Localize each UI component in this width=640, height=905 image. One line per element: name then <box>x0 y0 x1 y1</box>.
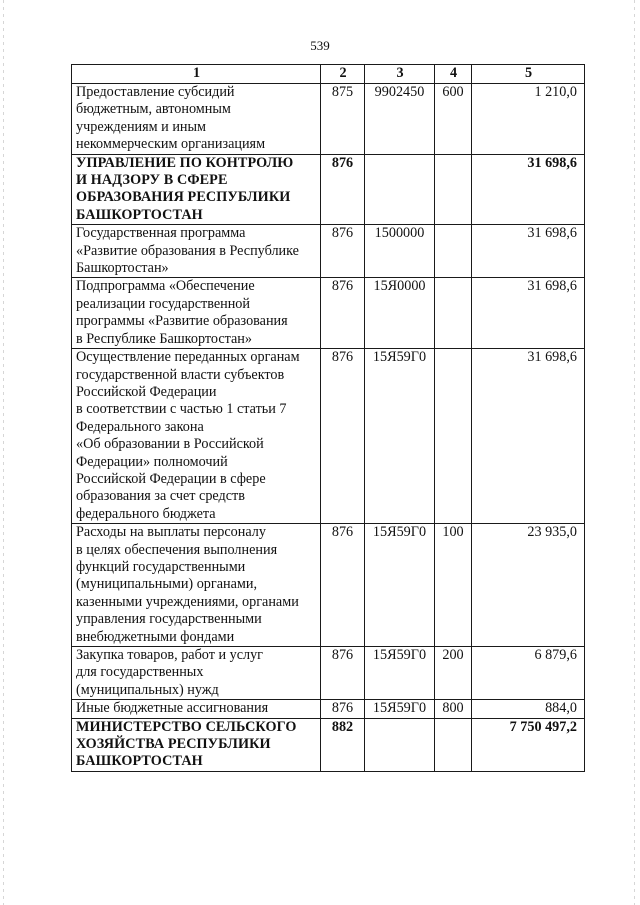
cell-target-article: 15Я0000 <box>365 278 435 349</box>
cell-description: УПРАВЛЕНИЕ ПО КОНТРОЛЮ И НАДЗОРУ В СФЕРЕ ОБРАЗОВАНИЯ РЕСПУБЛИКИ БАШКОРТОСТАН <box>72 154 321 225</box>
cell-target-article: 9902450 <box>365 84 435 155</box>
cell-expense-type: 800 <box>435 700 472 718</box>
cell-department-code: 875 <box>321 84 365 155</box>
cell-expense-type <box>435 349 472 524</box>
cell-expense-type <box>435 718 472 771</box>
cell-description: Государственная программа «Развитие образования в Республике Башкортостан» <box>72 225 321 278</box>
cell-target-article: 15Я59Г0 <box>365 647 435 700</box>
cell-department-code: 876 <box>321 647 365 700</box>
cell-expense-type: 100 <box>435 524 472 647</box>
cell-target-article <box>365 154 435 225</box>
cell-description: МИНИСТЕРСТВО СЕЛЬСКОГО ХОЗЯЙСТВА РЕСПУБЛИКИ БАШКОРТОСТАН <box>72 718 321 771</box>
table-body <box>72 84 585 772</box>
table-row <box>72 647 585 700</box>
table-row <box>72 154 585 225</box>
cell-expense-type <box>435 154 472 225</box>
table-row <box>72 524 585 647</box>
cell-expense-type <box>435 225 472 278</box>
header-col-2: 2 <box>321 65 365 84</box>
cell-target-article <box>365 718 435 771</box>
budget-table <box>71 64 585 772</box>
cell-department-code: 876 <box>321 278 365 349</box>
header-col-5: 5 <box>472 65 585 84</box>
table-row <box>72 278 585 349</box>
header-col-4: 4 <box>435 65 472 84</box>
page-number: 539 <box>310 38 330 53</box>
cell-department-code: 882 <box>321 718 365 771</box>
cell-target-article: 15Я59Г0 <box>365 524 435 647</box>
cell-amount: 6 879,6 <box>472 647 585 700</box>
table-row <box>72 718 585 771</box>
cell-target-article: 15Я59Г0 <box>365 700 435 718</box>
table-row <box>72 349 585 524</box>
cell-target-article: 15Я59Г0 <box>365 349 435 524</box>
cell-amount: 1 210,0 <box>472 84 585 155</box>
cell-amount: 31 698,6 <box>472 278 585 349</box>
table-row <box>72 225 585 278</box>
cell-department-code: 876 <box>321 700 365 718</box>
cell-amount: 884,0 <box>472 700 585 718</box>
cell-amount: 31 698,6 <box>472 154 585 225</box>
cell-description: Подпрограмма «Обеспечение реализации государственной программы «Развитие образования в Республике Башкортостан» <box>72 278 321 349</box>
cell-description: Закупка товаров, работ и услуг для государственных (муниципальных) нужд <box>72 647 321 700</box>
cell-description: Осуществление переданных органам государственной власти субъектов Российской Федерации в соответствии с частью 1 статьи 7 Федерального закона «Об образовании в Российской Федерации» полномочий Российской Федерации в сфере образования за счет средств федерального бюджета <box>72 349 321 524</box>
scan-edge-right <box>634 0 635 905</box>
cell-description: Иные бюджетные ассигнования <box>72 700 321 718</box>
scan-edge-left <box>3 0 4 905</box>
cell-department-code: 876 <box>321 349 365 524</box>
table-row <box>72 84 585 155</box>
cell-description: Расходы на выплаты персоналу в целях обеспечения выполнения функций государственными (муниципальными) органами, казенными учреждениями, органами управления государственными внебюджетными фондами <box>72 524 321 647</box>
cell-amount: 23 935,0 <box>472 524 585 647</box>
cell-department-code: 876 <box>321 225 365 278</box>
cell-target-article: 1500000 <box>365 225 435 278</box>
header-col-3: 3 <box>365 65 435 84</box>
cell-expense-type: 600 <box>435 84 472 155</box>
cell-expense-type: 200 <box>435 647 472 700</box>
table-header <box>72 65 585 84</box>
cell-department-code: 876 <box>321 524 365 647</box>
header-row <box>72 65 585 84</box>
table-row <box>72 700 585 718</box>
header-col-1: 1 <box>72 65 321 84</box>
cell-description: Предоставление субсидий бюджетным, автономным учреждениям и иным некоммерческим организациям <box>72 84 321 155</box>
cell-amount: 31 698,6 <box>472 349 585 524</box>
cell-expense-type <box>435 278 472 349</box>
cell-amount: 31 698,6 <box>472 225 585 278</box>
cell-department-code: 876 <box>321 154 365 225</box>
cell-amount: 7 750 497,2 <box>472 718 585 771</box>
